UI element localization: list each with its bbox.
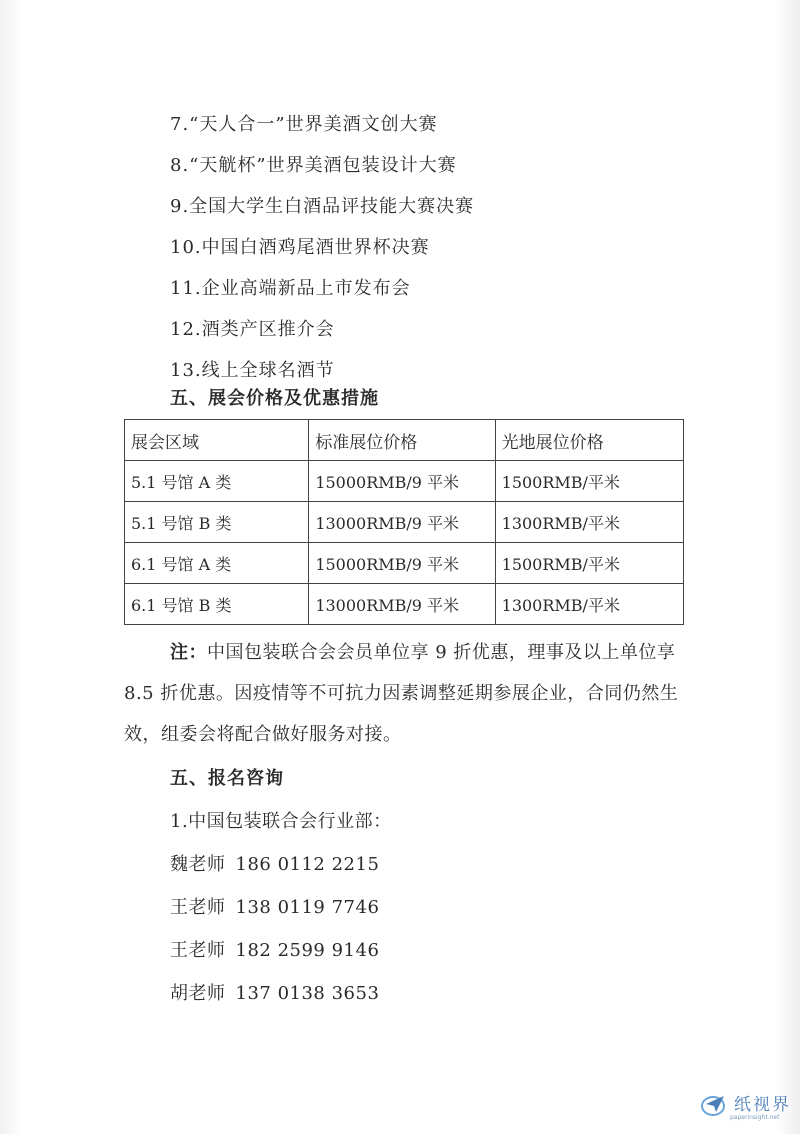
table-cell: 6.1 号馆 A 类 [125,543,309,584]
watermark-logo [700,1088,796,1128]
table-row [125,543,684,584]
pricing-table [124,419,684,625]
pricing-heading: 五、展会价格及优惠措施 [170,388,379,409]
table-cell: 1500RMB/平米 [495,461,683,502]
contact-phone: 182 2599 9146 [235,940,380,961]
paper-plane-icon [700,1090,728,1118]
organization-line: 1.中国包装联合会行业部： [170,811,392,832]
table-cell: 5.1 号馆 B 类 [125,502,309,543]
list-item: 7.“天人合一”世界美酒文创大赛 [170,114,438,135]
table-header-row [125,420,684,461]
contact-row [170,929,392,972]
table-cell: 15000RMB/9 平米 [309,461,495,502]
list-item: 9.全国大学生白酒品评技能大赛决赛 [170,196,475,217]
contact-name: 王老师 [170,897,226,918]
table-cell: 1300RMB/平米 [495,584,683,625]
contact-phone: 137 0138 3653 [235,983,380,1004]
contact-name: 魏老师 [170,854,226,875]
list-item: 12.酒类产区推介会 [170,319,335,340]
list-item: 10.中国白酒鸡尾酒世界杯决赛 [170,237,430,258]
table-row [125,502,684,543]
contact-name: 胡老师 [170,983,226,1004]
contact-phone: 186 0112 2215 [235,854,380,875]
table-row [125,584,684,625]
table-row [125,461,684,502]
watermark-subtext: paperinsight.net [730,1114,780,1121]
list-item: 8.“天觥杯”世界美酒包装设计大赛 [170,155,457,176]
column-header: 展会区域 [125,420,309,461]
registration-heading: 五、报名咨询 [170,768,284,789]
table-cell: 15000RMB/9 平米 [309,543,495,584]
contact-phone: 138 0119 7746 [235,897,380,918]
table-cell: 13000RMB/9 平米 [309,584,495,625]
list-item: 11.企业高端新品上市发布会 [170,278,411,299]
list-item: 13.线上全球名酒节 [170,360,335,381]
column-header: 标准展位价格 [309,420,495,461]
note-text: 中国包装联合会会员单位享 9 折优惠，理事及以上单位享 8.5 折优惠。因疫情等不可抗力因素调整延期参展企业，合同仍然生效，组委会将配合做好服务对接。 [124,642,679,745]
contact-row [170,843,392,886]
table-cell: 1500RMB/平米 [495,543,683,584]
watermark-text: 纸视界 [734,1095,791,1115]
event-list [170,104,474,391]
table-cell: 13000RMB/9 平米 [309,502,495,543]
column-header: 光地展位价格 [495,420,683,461]
contact-row [170,972,392,1015]
contact-row [170,886,392,929]
table-cell: 5.1 号馆 A 类 [125,461,309,502]
contact-list [170,800,392,1015]
table-cell: 6.1 号馆 B 类 [125,584,309,625]
discount-note [124,632,689,755]
contact-name: 王老师 [170,940,226,961]
table-cell: 1300RMB/平米 [495,502,683,543]
note-label: 注： [170,642,207,663]
